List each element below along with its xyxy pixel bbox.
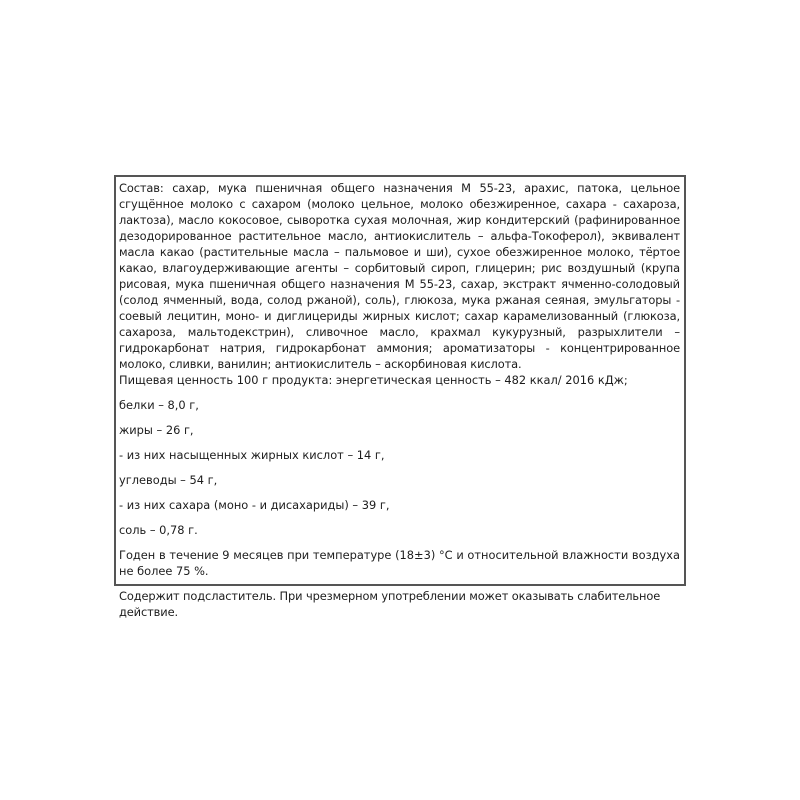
nutrient-salt: соль – 0,78 г. (119, 523, 198, 537)
nutrient-protein: белки – 8,0 г, (119, 398, 199, 412)
product-label-box (114, 175, 686, 619)
nutrient-sugars: - из них сахара (моно - и дисахариды) – 39 г, (119, 498, 390, 512)
nutrient-fat: жиры – 26 г, (119, 423, 194, 437)
nutrient-carbohydrates: углеводы – 54 г, (119, 473, 218, 487)
nutrition-value-heading: Пищевая ценность 100 г продукта: энергетическая ценность – 482 ккал/ 2016 кДж; (119, 373, 628, 387)
sweetener-warning: Содержит подсластитель. При чрезмерном употреблении может оказывать слабительное действие. (119, 589, 661, 619)
nutrient-saturated-fat: - из них насыщенных жирных кислот – 14 г, (119, 448, 385, 462)
storage-conditions: Годен в течение 9 месяцев при температуре (18±3) °С и относительной влажности воздуха не более 75 %. (119, 548, 680, 578)
composition-text: Состав: сахар, мука пшеничная общего назначения М 55-23, арахис, патока, цельное сгущённое молоко с сахаром (молоко цельное, молоко обезжиренное, сахара - сахароза, лактоза), масло кокосовое, сыворотка сухая молочная, жир кондитерский (рафинированное дезодорированное растительное масло, антиокислитель – альфа-Токоферол), эквивалент масла какао (растительные масла – пальмовое и ши), сухое обезжиренное молоко, тёртое какао, влагоудерживающие агенты – сорбитовый сироп, глицерин; рис воздушный (крупа рисовая, мука пшеничная общего назначения М 55-23, сахар, экстракт ячменно-солодовый (солод ячменный, вода, солод ржаной), соль), глюкоза, мука ржаная сеяная, эмульгаторы - соевый лецитин, моно- и диглицериды жирных кислот; сахар карамелизованный (глюкоза, сахароза, мальтодекстрин), сливочное масло, крахмал кукурузный, разрыхлители – гидрокарбонат натрия, гидрокарбонат аммония; ароматизаторы - концентрированное молоко, сливки, ванилин; антиокислитель – аскорбиновая кислота. (119, 181, 680, 371)
